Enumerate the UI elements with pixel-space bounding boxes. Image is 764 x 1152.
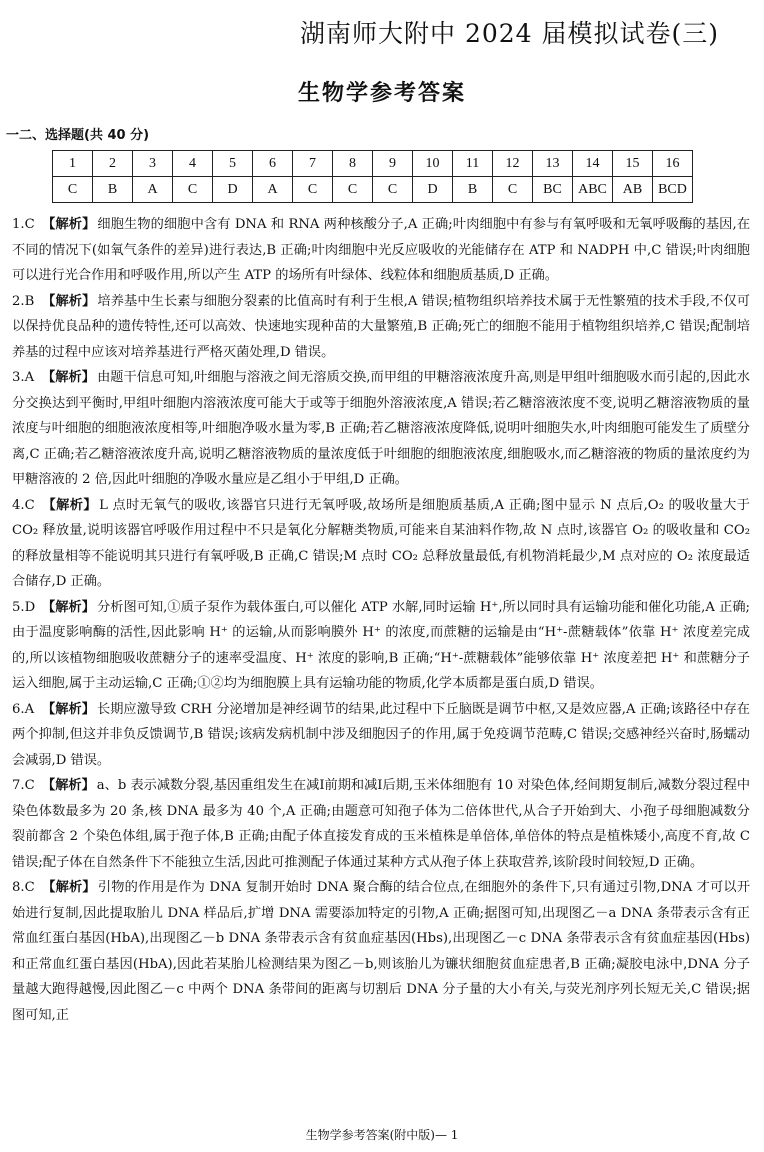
answer-cell: BC xyxy=(533,177,573,203)
exam-title: 湖南师大附中 2024 届模拟试卷(三) xyxy=(300,19,720,48)
answer-key-title: 生物学参考答案 xyxy=(297,81,466,106)
item-explanation-text: 细胞生物的细胞中含有 DNA 和 RNA 两种核酸分子,A 正确;叶肉细胞中有参与有氧呼吸和无氧呼吸酶的基因,在不同的情况下(如氧气条件的差异)进行表达,B 正确;叶肉细胞中光反应吸收的光能储存在 ATP 和 NADPH 中,C 错误;叶肉细胞可以进行光合作用和呼吸作用,所以产生 ATP 的场所有叶绿体、线粒体和细胞质基质,D 正确。 xyxy=(12,217,751,283)
explanation-item xyxy=(12,212,750,289)
question-number-cell: 3 xyxy=(133,151,173,177)
question-number-cell: 4 xyxy=(173,151,213,177)
answer-cell: BCD xyxy=(653,177,693,203)
question-number-cell: 15 xyxy=(613,151,653,177)
answer-cell: C xyxy=(173,177,213,203)
answer-cell: C xyxy=(53,177,93,203)
explanation-item xyxy=(12,773,750,875)
item-number: 7.C xyxy=(12,778,35,793)
explanation-item xyxy=(12,595,750,697)
answer-cell: A xyxy=(133,177,173,203)
answer-cell: D xyxy=(413,177,453,203)
answer-cell: C xyxy=(493,177,533,203)
explanation-item xyxy=(12,493,750,595)
explanation-item xyxy=(12,697,750,774)
analysis-tag: 【解析】 xyxy=(42,217,96,232)
explanation-item xyxy=(12,875,750,1028)
answer-cell: A xyxy=(253,177,293,203)
answer-cell: D xyxy=(213,177,253,203)
section-heading: 一二、选择题(共 40 分) xyxy=(6,128,150,143)
question-number-cell: 6 xyxy=(253,151,293,177)
question-number-cell: 13 xyxy=(533,151,573,177)
question-number-cell: 10 xyxy=(413,151,453,177)
answer-cell: B xyxy=(453,177,493,203)
item-number: 1.C xyxy=(12,217,35,232)
analysis-tag: 【解析】 xyxy=(42,370,96,385)
question-number-cell: 1 xyxy=(53,151,93,177)
item-number: 6.A xyxy=(12,701,35,717)
item-explanation-text: 长期应激导致 CRH 分泌增加是神经调节的结果,此过程中下丘脑既是调节中枢,又是效应器,A 正确;该路径中存在两个抑制,但这并非负反馈调节,B 错误;该病发病机制中涉及细胞因子的作用,属于免疫调节范畴,C 错误;交感神经兴奋时,肠蠕动会减弱,D 错误。 xyxy=(12,701,750,768)
explanation-item xyxy=(12,365,750,493)
item-explanation-text: L 点时无氧气的吸收,该器官只进行无氧呼吸,故场所是细胞质基质,A 正确;图中显示 N 点后,O₂ 的吸收量大于 CO₂ 释放量,说明该器官呼吸作用过程中不只是氧化分解糖类物质,可能来自某油料作物,故 N 点时,该器官 O₂ 的吸收量和 CO₂ 的释放量相等不能说明其只进行有氧呼吸,B 正确,C 错误;M 点时 CO₂ 总释放量最低,有机物消耗最少,M 点对应的 O₂ 浓度最适合储存,D 正确。 xyxy=(12,497,750,589)
item-number: 5.D xyxy=(12,599,36,615)
answer-cell: C xyxy=(333,177,373,203)
item-explanation-text: a、b 表示减数分裂,基因重组发生在减Ⅰ前期和减Ⅰ后期,玉米体细胞有 10 对染色体,经间期复制后,减数分裂过程中染色体数最多为 20 条,核 DNA 最多为 40 个,A 正确;由题意可知孢子体为二倍体世代,从合子开始到大、小孢子母细胞减数分裂前都含 2 个染色体组,属于孢子体,B 正确;由配子体直接发育成的玉米植株是单倍体,单倍体的特点是植株矮小,高度不育,故 C 错误;配子体在自然条件下不能独立生活,因此可推测配子体通过某种方式从孢子体上获取营养,该阶段时间较短,D 正确。 xyxy=(12,778,751,870)
answer-cell: AB xyxy=(613,177,653,203)
analysis-tag: 【解析】 xyxy=(42,701,95,717)
item-explanation-text: 由题干信息可知,叶细胞与溶液之间无溶质交换,而甲组的甲糖溶液浓度升高,则是甲组叶细胞吸水而引起的,因此水分交换达到平衡时,甲组叶细胞内溶液浓度可能大于或等于细胞外溶液浓度,A 错误;若乙糖溶液浓度不变,说明乙糖溶液物质的量浓度与叶细胞的细胞液浓度相等,叶细胞净吸水量为零,B 正确;若乙糖溶液浓度降低,说明叶细胞失水,叶肉细胞可能发生了质壁分离,C 正确;若乙糖溶液浓度升高,说明乙糖溶液物质的量浓度低于叶细胞的细胞液浓度,细胞吸水,而乙糖溶液的物质的量浓度约为甲糖溶液的 2 倍,因此叶细胞的净吸水量应是乙组小于甲组,D 正确。 xyxy=(12,370,750,487)
question-number-cell: 14 xyxy=(573,151,613,177)
answer-table-answer-row xyxy=(53,177,693,203)
answer-cell: ABC xyxy=(573,177,613,203)
question-number-cell: 8 xyxy=(333,151,373,177)
analysis-tag: 【解析】 xyxy=(42,293,96,309)
item-explanation-text: 分析图可知,①质子泵作为载体蛋白,可以催化 ATP 水解,同时运输 H⁺,所以同时具有运输功能和催化功能,A 正确;由于温度影响酶的活性,因此影响 H⁺ 的运输,从而影响膜外 H⁺ 的浓度,而蔗糖的运输是由“H⁺-蔗糖载体”依靠 H⁺ 浓度差完成的,所以该植物细胞吸收蔗糖分子的速率受温度、H⁺ 浓度的影响,B 正确;“H⁺-蔗糖载体”能够依靠 H⁺ 浓度差把 H⁺ 和蔗糖分子运入细胞,属于主动运输,C 正确;①②均为细胞膜上具有运输功能的物质,化学本质都是蛋白质,D 错误。 xyxy=(12,599,750,691)
question-number-cell: 2 xyxy=(93,151,133,177)
item-number: 2.B xyxy=(12,293,35,309)
answer-table-number-row xyxy=(53,151,693,177)
question-number-cell: 12 xyxy=(493,151,533,177)
item-number: 4.C xyxy=(12,497,35,513)
analysis-tag: 【解析】 xyxy=(42,599,95,615)
answer-cell: C xyxy=(373,177,413,203)
item-number: 3.A xyxy=(12,370,35,385)
answer-cell: B xyxy=(93,177,133,203)
explanations-list xyxy=(12,212,750,1028)
page-footer: 生物学参考答案(附中版)— 1 xyxy=(305,1128,459,1142)
analysis-tag: 【解析】 xyxy=(42,497,98,513)
answer-table xyxy=(52,150,693,203)
explanation-item xyxy=(12,289,750,366)
item-number: 8.C xyxy=(12,880,35,895)
question-number-cell: 11 xyxy=(453,151,493,177)
question-number-cell: 9 xyxy=(373,151,413,177)
question-number-cell: 16 xyxy=(653,151,693,177)
item-explanation-text: 引物的作用是作为 DNA 复制开始时 DNA 聚合酶的结合位点,在细胞外的条件下,只有通过引物,DNA 才可以开始进行复制,因此提取胎儿 DNA 样品后,扩增 DNA 需要添加特定的引物,A 正确;据图可知,出现图乙－a DNA 条带表示含有正常血红蛋白基因(HbA),出现图乙－b DNA 条带表示含有贫血症基因(Hbs),出现图乙－c DNA 条带表示含有贫血症基因(Hbs)和正常血红蛋白基因(HbA),因此若某胎儿检测结果为图乙－b,则该胎儿为镰状细胞贫血症患者,B 正确;凝胶电泳中,DNA 分子量越大跑得越慢,因此图乙－c 中两个 DNA 条带间的距离与切割后 DNA 分子量的大小有关,与荧光剂序列长短无关,C 错误;据图可知,正 xyxy=(12,880,751,1023)
question-number-cell: 5 xyxy=(213,151,253,177)
question-number-cell: 7 xyxy=(293,151,333,177)
analysis-tag: 【解析】 xyxy=(42,880,96,895)
answer-cell: C xyxy=(293,177,333,203)
analysis-tag: 【解析】 xyxy=(42,778,95,793)
item-explanation-text: 培养基中生长素与细胞分裂素的比值高时有利于生根,A 错误;植物组织培养技术属于无性繁殖的技术手段,不仅可以保持优良品种的遗传特性,还可以高效、快速地实现种苗的大量繁殖,B 正确;死亡的细胞不能用于植物组织培养,C 错误;配制培养基的过程中应该对培养基进行严格灭菌处理,D 错误。 xyxy=(12,293,750,360)
